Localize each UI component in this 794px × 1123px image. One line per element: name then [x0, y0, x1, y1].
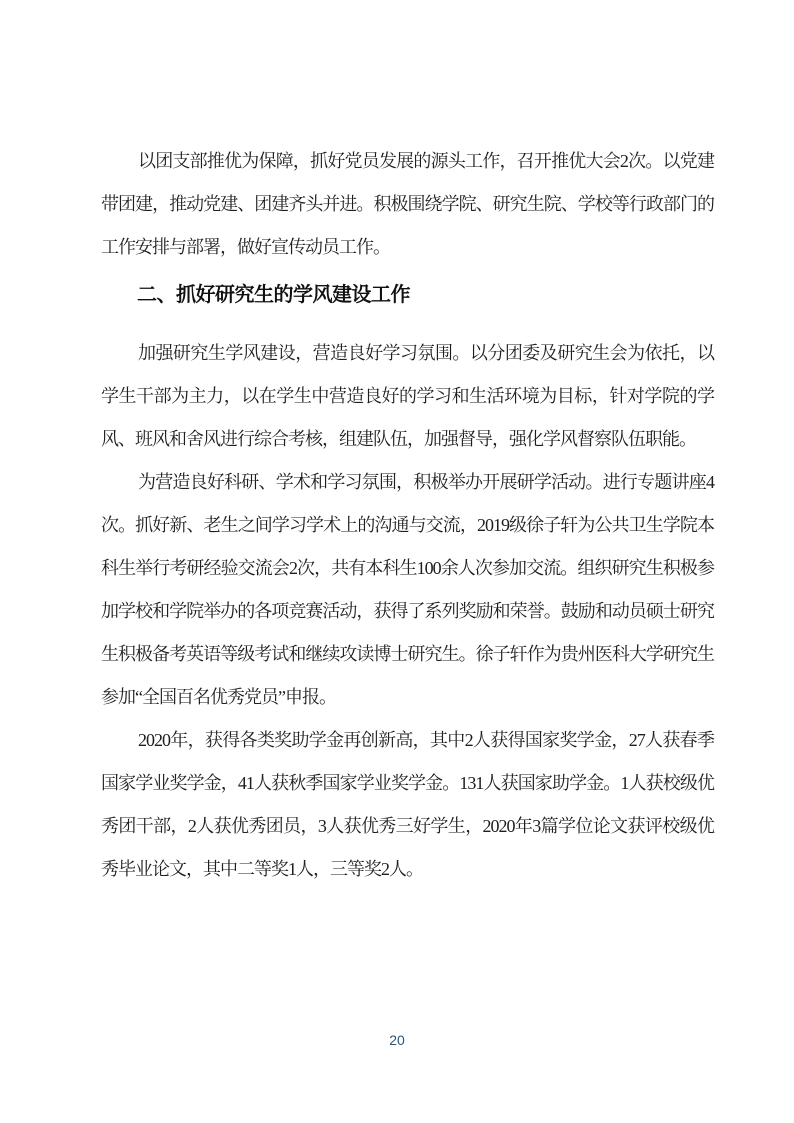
page-footer — [0, 1030, 794, 1050]
paragraph-scholarship-awards: 2020年，获得各类奖助学金再创新高，其中2人获得国家奖学金，27人获春季国家学业奖学金，41人获秋季国家学业奖学金。131人获国家助学金。1人获校级优秀团干部，2人获优秀团员，3人获优秀三好学生，2020年3篇学位论文获评校级优秀毕业论文，其中二等奖1人，三等奖2人。 — [101, 730, 714, 879]
paragraph-league-recommendation: 以团支部推优为保障，抓好党员发展的源头工作，召开推优大会2次。以党建带团建，推动党建、团建齐头并进。积极围绕学院、研究生院、学校等行政部门的工作安排与部署，做好宣传动员工作。 — [101, 151, 714, 257]
section-heading-study-style: 二、抓好研究生的学风建设工作 — [137, 284, 410, 306]
paragraph-study-style-building: 加强研究生学风建设，营造良好学习氛围。以分团委及研究生会为依托，以学生干部为主力，以在学生中营造良好的学习和生活环境为目标，针对学院的学风、班风和舍风进行综合考核，组建队伍，加强督导，强化学风督察队伍职能。 — [101, 343, 714, 449]
paragraph-academic-activities: 为营造良好科研、学术和学习氛围，积极举办开展研学活动。进行专题讲座4次。抓好新、老生之间学习学术上的沟通与交流，2019级徐子轩为公共卫生学院本科生举行考研经验交流会2次，共有本科生100余人次参加交流。组织研究生积极参加学校和学院举办的各项竞赛活动，获得了系列奖励和荣誉。鼓励和动员硕士研究生积极备考英语等级考试和继续攻读博士研究生。徐子轩作为贵州医科大学研究生参加“全国百名优秀党员”申报。 — [101, 472, 714, 707]
document-body — [101, 140, 714, 891]
page-number: 20 — [389, 1032, 405, 1048]
